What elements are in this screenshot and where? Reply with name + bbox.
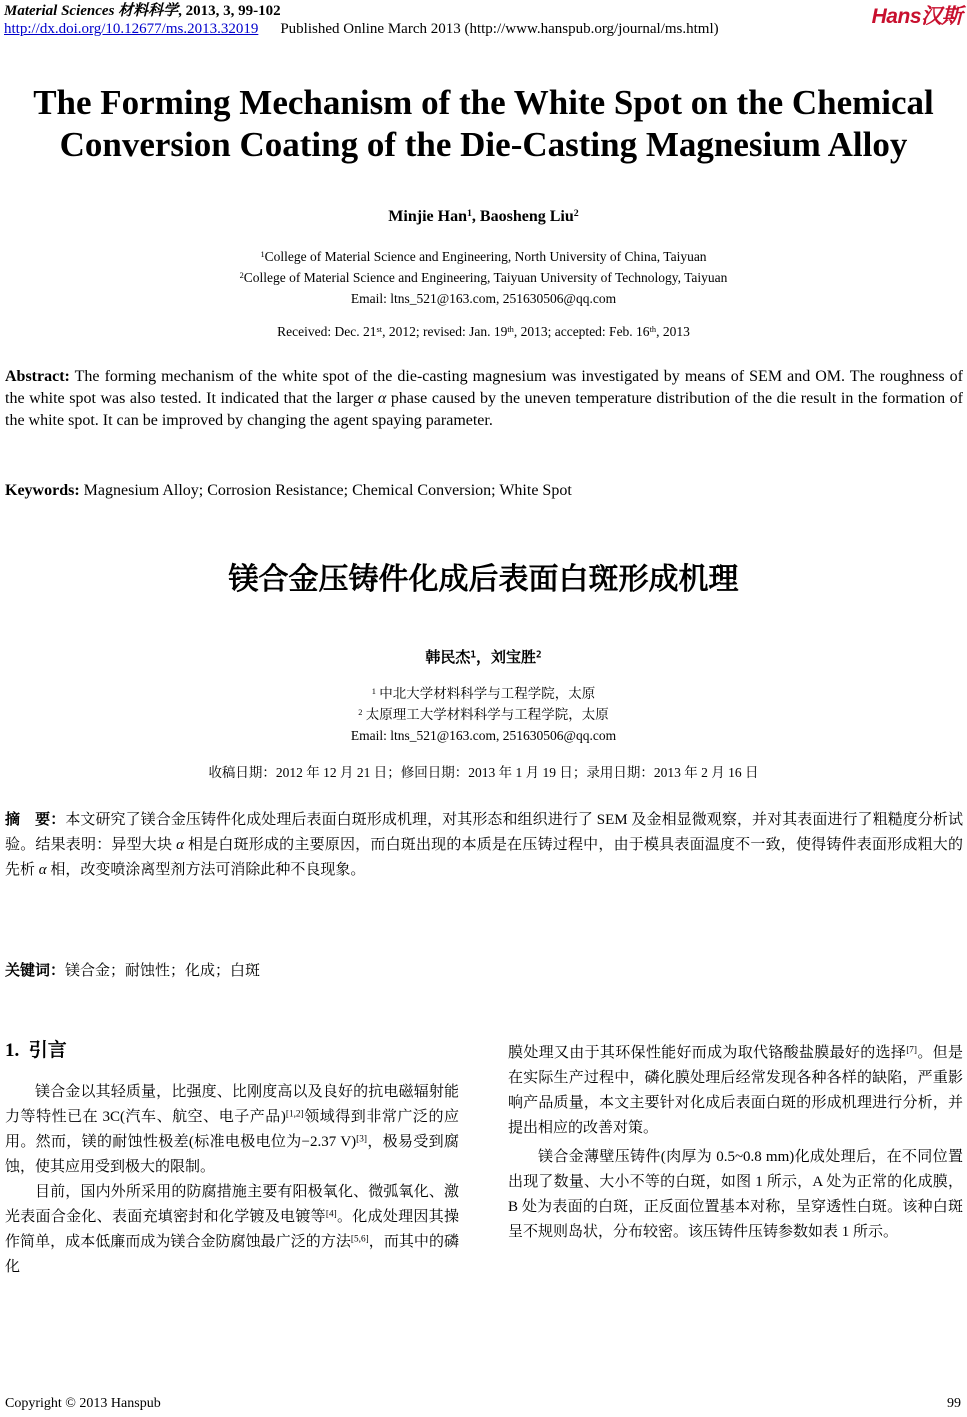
author-separator: , — [471, 208, 480, 225]
section-title: 引言 — [28, 1039, 67, 1061]
journal-name: Material Sciences 材料科学 — [4, 3, 179, 19]
running-header — [4, 2, 719, 38]
left-column — [5, 1080, 459, 1280]
affiliation-text: College of Material Science and Engineering, North University of China, Taiyuan — [264, 249, 707, 264]
journal-volume: , 2013, 3, 99-102 — [178, 3, 281, 19]
authors-en — [0, 208, 967, 226]
affiliation-sup: 1 — [371, 686, 376, 696]
affiliation-line — [0, 704, 967, 725]
author-name: Baosheng Liu — [479, 208, 574, 225]
author-sup: 2 — [536, 649, 542, 661]
keywords-label: 关键词： — [5, 961, 66, 979]
abstract-cn — [5, 807, 963, 883]
affiliation-line — [0, 246, 967, 267]
affiliation-text: 太原理工大学材料科学与工程学院，太原 — [365, 707, 609, 722]
author-sup: 2 — [573, 208, 579, 220]
email-line: Email: ltns_521@163.com, 251630506@qq.com — [350, 728, 617, 743]
affiliation-line — [0, 267, 967, 288]
author-sup: 1 — [466, 208, 472, 220]
abstract-label: 摘 要： — [5, 810, 66, 828]
affiliations-cn — [0, 683, 967, 746]
hanspub-logo: Hans汉斯 — [871, 5, 962, 28]
authors-cn — [0, 646, 967, 667]
dates-en — [0, 321, 967, 342]
affiliation-text: College of Material Science and Engineering, Taiyuan University of Technology, Taiyuan — [243, 270, 728, 285]
keywords-en — [5, 480, 963, 502]
keywords-text: Magnesium Alloy; Corrosion Resistance; Chemical Conversion; White Spot — [79, 482, 572, 499]
date-sup: th — [649, 324, 657, 334]
abstract-text: The forming mechanism of the white spot of the die-casting magnesium was investigated by means of SEM and OM. The roughness of the white spot was also tested. It indicated that the larger — [5, 368, 963, 407]
abstract-text: 相是白斑形成的主要原因，而白斑出现的本质是在压铸过程中，由于模具表面温度不一致，使得铸件表面形成粗大的先析 — [5, 837, 963, 878]
paragraph-text: 镁合金以其轻质量，比强度、比刚度高以及良好的抗电磁辐射能力等特性已在 3C(汽车、航空、电子产品) — [5, 1084, 459, 1125]
keywords-cn — [5, 958, 963, 984]
abstract-en — [5, 366, 963, 432]
citation-ref: [4] — [325, 1209, 337, 1220]
journal-citation — [4, 2, 719, 20]
title-line-2: Conversion Coating of the Die-Casting Magnesium Alloy — [59, 125, 908, 164]
paragraph: 镁合金薄壁压铸件(肉厚为 0.5~0.8 mm)化成处理后，在不同位置出现了数量、大小不等的白斑，如图 1 所示，A 处为正常的化成膜，B 处为表面的白斑，正反面位置基本对称，呈穿透性白斑。该种白斑呈不规则岛状，分布较密。该压铸件压铸参数如表 1 所示。 — [508, 1149, 963, 1240]
published-note: Published Online March 2013 (http://www.hanspub.org/journal/ms.html) — [280, 21, 719, 37]
paragraph-text: 领域得到非常广泛的应用。然而，镁的耐蚀性极差(标准电极电位为−2.37 V) — [5, 1109, 459, 1150]
accepted-date: , 2013; accepted: Feb. 16 — [513, 324, 650, 339]
title-line-1: The Forming Mechanism of the White Spot on the Chemical — [33, 83, 934, 122]
paragraph-text: 膜处理又由于其环保性能好而成为取代铬酸盐膜最好的选择 — [508, 1045, 907, 1061]
abstract-text: 本文研究了镁合金压铸件化成处理后表面白斑形成机理，对其形态和组织进行了 SEM 及金相显微观察，并对其表面进行了粗糙度分析试验。结果表明：异型大块 — [5, 812, 963, 853]
copyright: Copyright © 2013 Hanspub — [5, 1396, 161, 1411]
paragraph-text: 。化成处理因其操作简单，成本低廉而成为镁合金防腐蚀最广泛的方法 — [5, 1209, 459, 1250]
alpha-symbol: α — [377, 390, 387, 407]
keywords-label: Keywords: — [5, 482, 80, 499]
abstract-text: 相，改变喷涂离型剂方法可消除此种不良现象。 — [46, 862, 366, 878]
keywords-text: 镁合金；耐蚀性；化成；白斑 — [65, 963, 261, 979]
alpha-symbol: α — [38, 862, 47, 878]
author-sup: 1 — [470, 649, 476, 661]
paragraph-text: 目前，国内外所采用的防腐措施主要有阳极氧化、微弧氧化、激光表面合金化、表面充填密封和化学镀及电镀等 — [5, 1184, 459, 1225]
paragraph — [508, 1041, 963, 1141]
page-number: 99 — [947, 1396, 961, 1411]
date-sup: st — [376, 324, 383, 334]
received-date: Received: Dec. 21 — [277, 324, 377, 339]
doi-line — [4, 20, 719, 38]
accepted-year: , 2013 — [656, 324, 690, 339]
doi-link[interactable]: http://dx.doi.org/10.12677/ms.2013.32019 — [4, 21, 259, 37]
abstract-label: Abstract: — [5, 368, 70, 385]
author-separator: ， — [475, 648, 491, 666]
date-sup: th — [507, 324, 514, 334]
affiliation-text: 中北大学材料科学与工程学院，太原 — [379, 686, 596, 701]
affiliation-line — [0, 683, 967, 704]
section-number: 1. — [5, 1040, 20, 1061]
paragraph-text: 。但是在实际生产过程中，磷化膜处理后经常发现各种各样的缺陷，严重影响产品质量，本文主要针对化成后表面白斑的形成机理进行分析，并提出相应的改善对策。 — [508, 1045, 963, 1136]
affiliation-sup: 2 — [239, 270, 244, 280]
paragraph-text: ，而其中的磷化 — [5, 1234, 459, 1275]
alpha-symbol: α — [176, 837, 185, 853]
email-line: Email: ltns_521@163.com, 251630506@qq.com — [350, 291, 617, 306]
abstract-text: phase caused by the uneven temperature distribution of the die result in the formation of the white spot. It can be improved by changing the agent spaying parameter. — [5, 390, 963, 429]
citation-ref: [7] — [906, 1045, 918, 1056]
author-name: Minjie Han — [388, 208, 467, 225]
author-name: 韩民杰 — [425, 648, 471, 666]
section-heading — [5, 1035, 67, 1062]
paragraph — [5, 1180, 459, 1280]
citation-ref: [5,6] — [350, 1234, 369, 1245]
author-name: 刘宝胜 — [491, 648, 537, 666]
citation-ref: [3] — [356, 1134, 368, 1145]
affiliation-sup: 1 — [260, 249, 265, 259]
paper-title-cn: 镁合金压铸件化成后表面白斑形成机理 — [228, 562, 739, 597]
right-column — [508, 1041, 963, 1245]
revised-date: , 2012; revised: Jan. 19 — [382, 324, 508, 339]
paper-title-en — [0, 82, 967, 166]
paragraph — [5, 1080, 459, 1180]
paragraph-text: ，极易受到腐蚀，使其应用受到极大的限制。 — [5, 1134, 459, 1175]
affiliation-sup: 2 — [358, 707, 363, 717]
dates-cn: 收稿日期：2012 年 12 月 21 日；修回日期：2013 年 1 月 19 日；录用日期：2013 年 2 月 16 日 — [208, 765, 759, 780]
citation-ref: [1,2] — [285, 1109, 304, 1120]
affiliations-en — [0, 246, 967, 309]
